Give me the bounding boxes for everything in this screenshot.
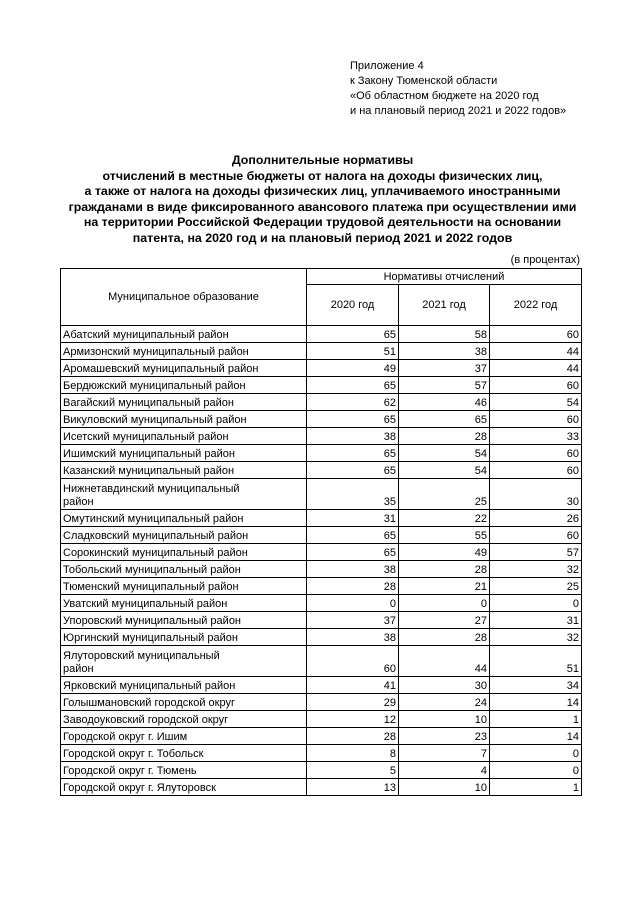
norm-value-2021: 46 — [399, 394, 490, 411]
municipality-name-text: Ярковский муниципальный район — [63, 680, 236, 692]
norm-value-2022: 14 — [490, 728, 582, 745]
norms-table — [60, 268, 582, 796]
norm-value-2022: 51 — [490, 646, 582, 677]
norm-value-2021: 22 — [399, 510, 490, 527]
appendix-header — [350, 59, 566, 119]
municipality-name — [61, 779, 307, 796]
table-row — [61, 462, 582, 479]
table-row — [61, 711, 582, 728]
norm-value-2021: 27 — [399, 612, 490, 629]
municipality-name — [61, 544, 307, 561]
norm-value-2021: 38 — [399, 343, 490, 360]
municipality-name-text: Городской округ г. Тюмень — [63, 765, 197, 777]
municipality-name — [61, 578, 307, 595]
table-row — [61, 677, 582, 694]
appendix-line: «Об областном бюджете на 2020 год — [350, 90, 539, 102]
title-line: отчислений в местные бюджеты от налога на доходы физических лиц, — [102, 168, 543, 183]
table-row — [61, 578, 582, 595]
table-body — [61, 326, 582, 796]
table-row — [61, 428, 582, 445]
norm-value-2022: 1 — [490, 711, 582, 728]
norm-value-2020: 65 — [307, 462, 399, 479]
norm-value-2021: 30 — [399, 677, 490, 694]
norm-value-2020: 65 — [307, 527, 399, 544]
norm-value-2020: 51 — [307, 343, 399, 360]
municipality-name-text: район — [63, 496, 94, 508]
municipality-name-text: Викуловский муниципальный район — [63, 414, 247, 426]
municipality-name-text: Заводоуковский городской округ — [63, 714, 229, 726]
norm-value-2020: 38 — [307, 428, 399, 445]
municipality-name — [61, 677, 307, 694]
municipality-name-text: Уватский муниципальный район — [63, 598, 228, 610]
municipality-name-text: Ишимский муниципальный район — [63, 448, 235, 460]
norm-value-2022: 25 — [490, 578, 582, 595]
title-line: на территории Российской Федерации трудовой деятельности на основании — [83, 215, 562, 230]
table-row — [61, 394, 582, 411]
norm-value-2021: 0 — [399, 595, 490, 612]
title-line: Дополнительные нормативы — [231, 153, 414, 167]
norm-value-2021: 4 — [399, 762, 490, 779]
norm-value-2022: 0 — [490, 762, 582, 779]
municipality-name — [61, 762, 307, 779]
table-row — [61, 544, 582, 561]
norm-value-2021: 7 — [399, 745, 490, 762]
municipality-name — [61, 646, 307, 677]
municipality-name-text: Вагайский муниципальный район — [63, 397, 234, 409]
norm-value-2021: 23 — [399, 728, 490, 745]
municipality-name — [61, 343, 307, 360]
norm-value-2021: 25 — [399, 479, 490, 510]
norm-value-2021: 49 — [399, 544, 490, 561]
norm-value-2022: 54 — [490, 394, 582, 411]
norm-value-2022: 60 — [490, 377, 582, 394]
municipality-name — [61, 728, 307, 745]
table-row — [61, 479, 582, 510]
municipality-name-text: Нижнетавдинский муниципальный — [63, 483, 240, 495]
municipality-name-text: Аромашевский муниципальный район — [63, 363, 259, 375]
municipality-name-text: Городской округ г. Тобольск — [63, 748, 204, 760]
municipality-name-text: Упоровский муниципальный район — [63, 615, 242, 627]
municipality-name-text: Юргинский муниципальный район — [63, 632, 238, 644]
norm-value-2021: 54 — [399, 462, 490, 479]
table-row — [61, 561, 582, 578]
municipality-name-text: Исетский муниципальный район — [63, 431, 229, 443]
norm-value-2021: 44 — [399, 646, 490, 677]
appendix-line: и на плановый период 2021 и 2022 годов» — [350, 105, 567, 117]
municipality-name-text: Казанский муниципальный район — [63, 465, 235, 477]
table-row — [61, 360, 582, 377]
table-row — [61, 762, 582, 779]
norm-value-2022: 60 — [490, 462, 582, 479]
appendix-line: к Закону Тюменской области — [350, 75, 498, 87]
norm-value-2021: 57 — [399, 377, 490, 394]
municipality-name — [61, 394, 307, 411]
table-row — [61, 629, 582, 646]
norm-value-2020: 37 — [307, 612, 399, 629]
norm-value-2021: 21 — [399, 578, 490, 595]
table-row — [61, 612, 582, 629]
appendix-line: Приложение 4 — [350, 60, 424, 72]
norm-value-2022: 14 — [490, 694, 582, 711]
title-line: гражданами в виде фиксированного авансового платежа при осуществлении ими — [68, 199, 577, 214]
municipality-name-text: Городской округ г. Ишим — [63, 731, 188, 743]
norm-value-2021: 10 — [399, 711, 490, 728]
municipality-name — [61, 745, 307, 762]
norm-value-2022: 33 — [490, 428, 582, 445]
norm-value-2021: 55 — [399, 527, 490, 544]
norm-value-2022: 60 — [490, 527, 582, 544]
norm-value-2022: 1 — [490, 779, 582, 796]
norm-value-2020: 35 — [307, 479, 399, 510]
norm-value-2022: 34 — [490, 677, 582, 694]
municipality-name-text: Сорокинский муниципальный район — [63, 547, 248, 559]
table-row — [61, 779, 582, 796]
table-row — [61, 595, 582, 612]
norm-value-2022: 32 — [490, 561, 582, 578]
year-2022-header: 2022 год — [490, 285, 582, 326]
municipality-name-text: Городской округ г. Ялуторовск — [63, 782, 216, 794]
table-row — [61, 745, 582, 762]
norm-value-2022: 0 — [490, 595, 582, 612]
norm-value-2022: 30 — [490, 479, 582, 510]
municipality-name — [61, 445, 307, 462]
norm-value-2020: 62 — [307, 394, 399, 411]
municipality-name-text: Абатский муниципальный район — [63, 329, 229, 341]
municipality-name — [61, 326, 307, 343]
norm-value-2022: 60 — [490, 411, 582, 428]
norm-value-2021: 10 — [399, 779, 490, 796]
municipality-name — [61, 360, 307, 377]
year-2021-header: 2021 год — [399, 285, 490, 326]
norm-value-2020: 65 — [307, 377, 399, 394]
norm-value-2020: 60 — [307, 646, 399, 677]
norm-value-2022: 60 — [490, 445, 582, 462]
norm-value-2022: 26 — [490, 510, 582, 527]
municipality-name-text: район — [63, 663, 94, 675]
municipality-name — [61, 694, 307, 711]
table-row — [61, 377, 582, 394]
table-row — [61, 527, 582, 544]
norm-value-2020: 31 — [307, 510, 399, 527]
title-line: патента, на 2020 год и на плановый период 2021 и 2022 годов — [132, 230, 513, 245]
unit-note: (в процентах) — [510, 254, 580, 266]
norm-value-2021: 28 — [399, 561, 490, 578]
norm-value-2020: 5 — [307, 762, 399, 779]
municipality-name — [61, 612, 307, 629]
municipality-name-text: Тюменский муниципальный район — [63, 581, 239, 593]
table-row — [61, 411, 582, 428]
norm-value-2021: 37 — [399, 360, 490, 377]
municipality-column-header: Муниципальное образование — [61, 269, 307, 326]
norm-value-2022: 32 — [490, 629, 582, 646]
norm-value-2020: 0 — [307, 595, 399, 612]
table-row — [61, 510, 582, 527]
norm-value-2021: 65 — [399, 411, 490, 428]
municipality-name-text: Бердюжский муниципальный район — [63, 380, 246, 392]
year-2020-header: 2020 год — [307, 285, 399, 326]
table-row — [61, 445, 582, 462]
norm-value-2020: 65 — [307, 411, 399, 428]
norm-value-2020: 65 — [307, 326, 399, 343]
norm-value-2020: 12 — [307, 711, 399, 728]
municipality-name-text: Омутинский муниципальный район — [63, 513, 244, 525]
norm-value-2021: 28 — [399, 629, 490, 646]
municipality-name — [61, 411, 307, 428]
norm-value-2020: 28 — [307, 578, 399, 595]
norm-value-2021: 54 — [399, 445, 490, 462]
municipality-name — [61, 711, 307, 728]
norm-value-2022: 31 — [490, 612, 582, 629]
norm-value-2020: 38 — [307, 629, 399, 646]
norm-value-2022: 0 — [490, 745, 582, 762]
norm-value-2020: 28 — [307, 728, 399, 745]
norm-value-2022: 44 — [490, 343, 582, 360]
norm-value-2020: 65 — [307, 544, 399, 561]
norms-group-header: Нормативы отчислений — [307, 269, 582, 285]
norm-value-2021: 28 — [399, 428, 490, 445]
title-line: а также от налога на доходы физических лиц, уплачиваемого иностранными — [84, 184, 561, 199]
table-row — [61, 728, 582, 745]
municipality-name — [61, 595, 307, 612]
municipality-name-text: Тобольский муниципальный район — [63, 564, 241, 576]
municipality-name-text: Армизонский муниципальный район — [63, 346, 249, 358]
norm-value-2020: 65 — [307, 445, 399, 462]
municipality-name — [61, 428, 307, 445]
norm-value-2020: 8 — [307, 745, 399, 762]
municipality-name-text: Сладковский муниципальный район — [63, 530, 249, 542]
municipality-name-text: Голышмановский городской округ — [63, 697, 235, 709]
norm-value-2022: 60 — [490, 326, 582, 343]
document-title — [60, 153, 585, 247]
norm-value-2020: 13 — [307, 779, 399, 796]
norm-value-2022: 57 — [490, 544, 582, 561]
norm-value-2020: 49 — [307, 360, 399, 377]
municipality-name — [61, 527, 307, 544]
municipality-name — [61, 629, 307, 646]
municipality-name — [61, 479, 307, 510]
municipality-name — [61, 462, 307, 479]
municipality-name — [61, 377, 307, 394]
norm-value-2021: 24 — [399, 694, 490, 711]
municipality-name-text: Ялуторовский муниципальный — [63, 650, 220, 662]
norm-value-2020: 38 — [307, 561, 399, 578]
municipality-name — [61, 510, 307, 527]
table-row — [61, 326, 582, 343]
norm-value-2021: 58 — [399, 326, 490, 343]
table-row — [61, 694, 582, 711]
municipality-name — [61, 561, 307, 578]
norm-value-2020: 29 — [307, 694, 399, 711]
norm-value-2022: 44 — [490, 360, 582, 377]
table-row — [61, 343, 582, 360]
norm-value-2020: 41 — [307, 677, 399, 694]
table-row — [61, 646, 582, 677]
